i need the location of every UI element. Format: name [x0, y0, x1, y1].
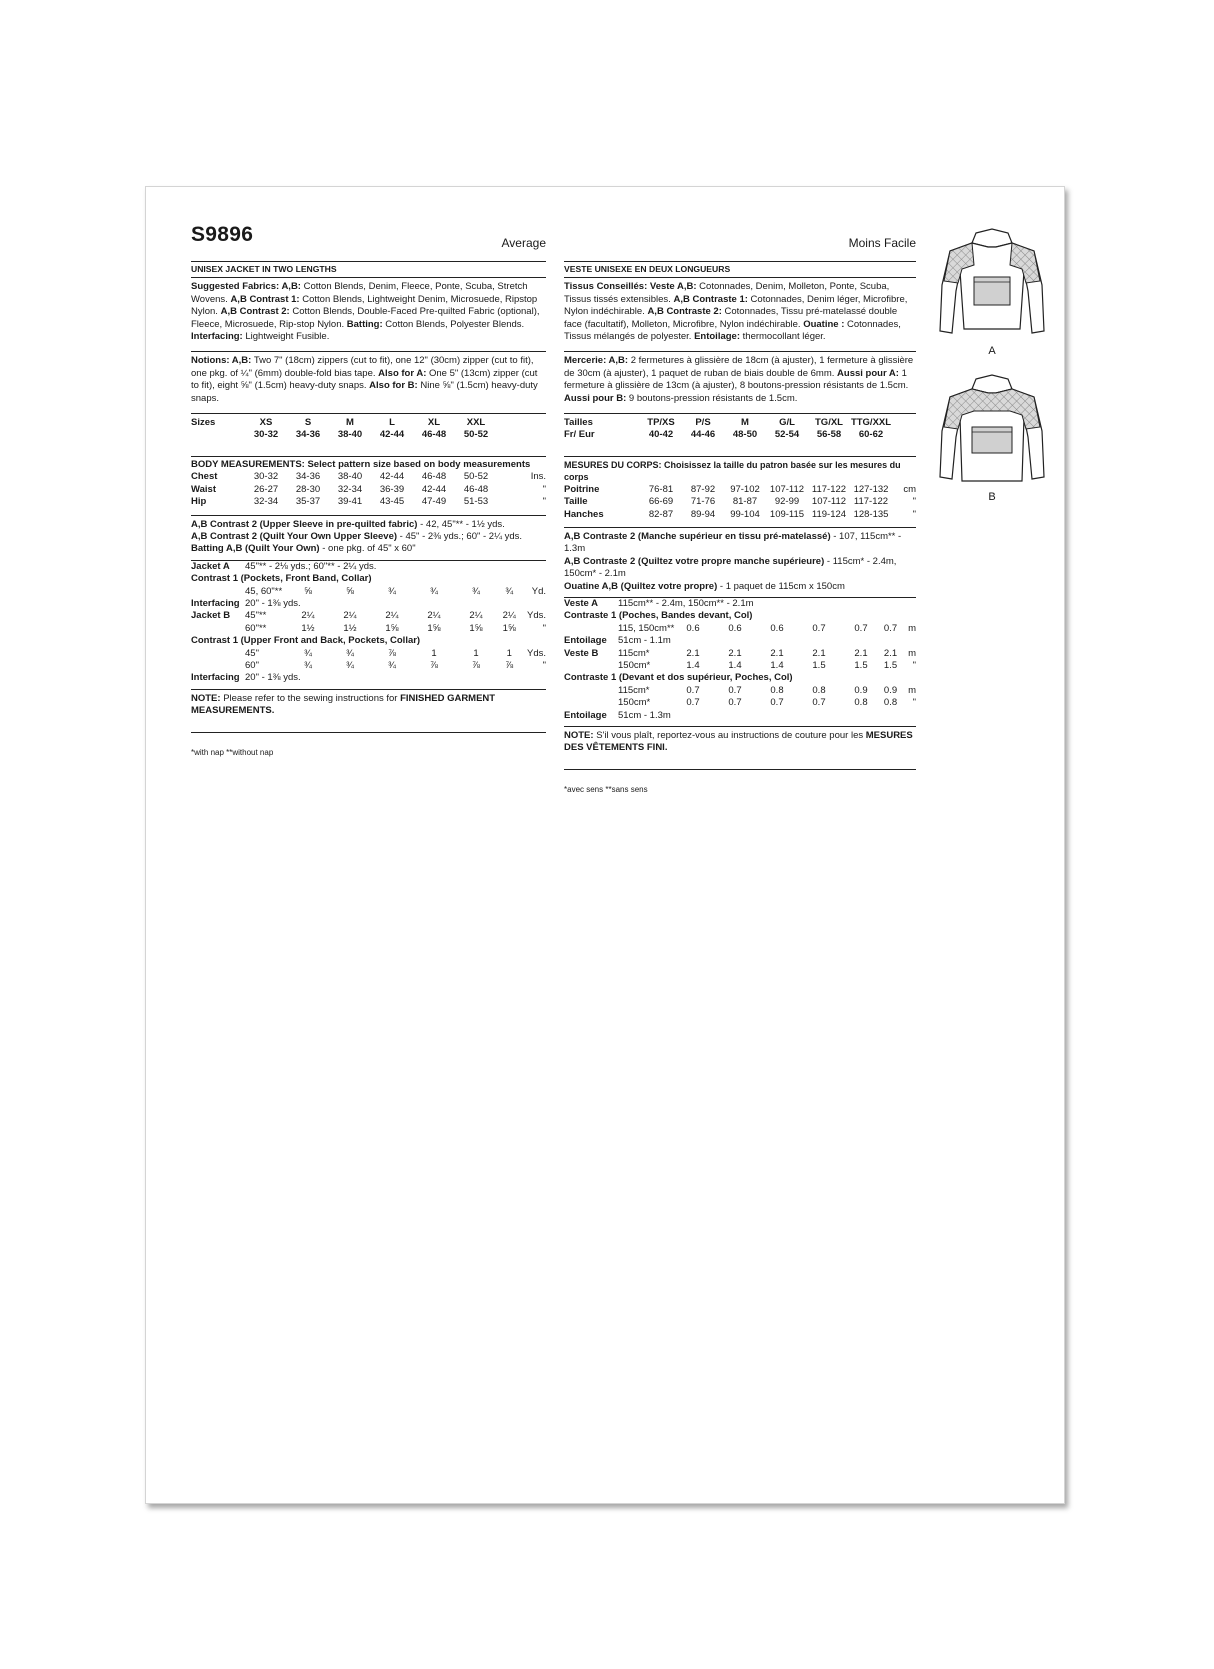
- garment-sketches: [928, 225, 1058, 517]
- suggested-fabrics-fr: Tissus Conseillés: Veste A,B: Cotonnades, Denim, Molleton, Ponte, Scuba, Tissus tissés extensibles. A,B Contraste 1: Cotonnades, Denim léger, Microfibre, Nylon indéchirable. A,B Contraste 2: Cotonnades, Tissu pré-matelassé double face (facultatif), Molleton, Microfibre, Nylon indéchirable. Ouatine : Cotonnades, Tissus mélangés de polyester. Entoilage: thermocollant léger.: [564, 281, 908, 343]
- body-row-chest: Chest 30-32 34-36 38-40 42-44 46-48 50-52 Ins.: [191, 471, 546, 483]
- yardage-row: 60" ¾ ¾ ¾ ⅞ ⅞ ⅞ ": [245, 659, 546, 671]
- sizes-table-fr: Tailles TP/XS P/S M G/L TG/XL TTG/XXL Fr/ Eur 40-42 44-46 48-50 52-54 56-58 60-62: [564, 417, 892, 441]
- view-b-label: B: [988, 491, 996, 503]
- contrast2-heading: A,B Contrast 2:: [220, 306, 290, 318]
- yardage-row: 115, 150cm** 0.6 0.6 0.6 0.7 0.7 0.7 m: [618, 622, 916, 634]
- jacket-a-sketch: [936, 225, 1048, 343]
- body-measurements-title: BODY MEASUREMENTS: Select pattern size based on body measurements: [191, 458, 531, 470]
- also-b-text: Nine ⅝" (1.5cm) heavy-duty snaps.: [191, 380, 538, 404]
- fabrics-heading: Suggested Fabrics: A,B:: [191, 281, 301, 293]
- pattern-number: S9896: [191, 223, 254, 246]
- yardage-row: Contrast 1 (Pockets, Front Band, Collar): [191, 573, 372, 585]
- difficulty-level: Average: [501, 236, 546, 250]
- contrast1-heading: A,B Contrast 1:: [230, 293, 300, 305]
- yardage-row: Jacket B 45"** 2¼ 2¼ 2¼ 2¼ 2¼ 2¼ Yds.: [191, 610, 546, 622]
- yardage-row: 45, 60"** ⅝ ⅝ ¾ ¾ ¾ ¾ Yd.: [245, 585, 546, 597]
- jacket-b-sketch: [936, 371, 1048, 489]
- footnote-fr: *avec sens **sans sens: [564, 784, 648, 794]
- pattern-title-fr: VESTE UNISEXE EN DEUX LONGUEURS: [564, 262, 916, 278]
- body-measurements-en: [191, 457, 546, 509]
- body-row-hip: Hip 32-34 35-37 39-41 43-45 47-49 51-53 ": [191, 496, 546, 508]
- also-a-heading: Also for A:: [378, 367, 427, 379]
- contrast2-text: Cotton Blends, Double-Faced Pre-quilted Fabric (optional), Fleece, Microsuede, Rip-stop Nylon.: [191, 306, 540, 330]
- yardage-row: Contraste 1 (Devant et dos supérieur, Poches, Col): [564, 672, 793, 684]
- yardage-row: 45" ¾ ¾ ⅞ 1 1 1 Yds.: [245, 647, 546, 659]
- yardage-row: 115cm* 0.7 0.7 0.8 0.8 0.9 0.9 m: [618, 684, 916, 696]
- body-row-waist: Waist 26-27 28-30 32-34 36-39 42-44 46-48 ": [191, 483, 546, 495]
- yardage-notes-en: A,B Contrast 2 (Upper Sleeve in pre-quilted fabric) - 42, 45"** - 1½ yds. A,B Contrast 2 (Quilt Your Own Upper Sleeve) - 45" - 2⅜ yds.; 60" - 2¼ yds. Batting A,B (Quilt Your Own) - one pkg. of 45" x 60": [191, 518, 523, 555]
- yardage-notes-fr: A,B Contraste 2 (Manche supérieur en tissu pré-matelassé) - 107, 115cm** - 1.3m A,B Contraste 2 (Quiltez votre propre manche supérieure) - 115cm* - 2.4m, 150cm* - 2.1m Ouatine A,B (Quiltez votre propre) - 1 paquet de 115cm x 150cm: [564, 530, 902, 592]
- pattern-envelope-back: [145, 186, 1065, 1504]
- also-a-text: One 5" (13cm) zipper (cut to fit), eight ⅝" (1.5cm) heavy-duty snaps.: [191, 367, 538, 392]
- yardage-row: Entoilage 51cm - 1.1m: [564, 635, 671, 647]
- also-b-heading: Also for B:: [369, 380, 418, 392]
- yardage-row: Veste A 115cm** - 2.4m, 150cm** - 2.1m: [564, 597, 754, 609]
- yardage-row: 150cm* 1.4 1.4 1.4 1.5 1.5 1.5 ": [618, 659, 916, 671]
- notions-heading: Notions: A,B:: [191, 355, 252, 367]
- yardage-table-fr: [564, 597, 916, 722]
- suggested-fabrics: [191, 278, 546, 347]
- batting-text: Cotton Blends, Polyester Blends.: [385, 318, 525, 330]
- yardage-row: Interfacing 20" - 1⅜ yds.: [191, 597, 301, 609]
- difficulty-level-fr: Moins Facile: [848, 236, 916, 250]
- yardage-row: Interfacing 20" - 1⅜ yds.: [191, 672, 301, 684]
- footnote-en: *with nap **without nap: [191, 747, 274, 757]
- french-column: [564, 235, 916, 796]
- sizes-table-en: Sizes XS S M L XL XXL 30-32 34-36 38-40 42-44 46-48 50-52: [191, 417, 489, 441]
- yardage-row: Entoilage 51cm - 1.3m: [564, 709, 671, 721]
- header-en: [191, 223, 546, 262]
- yardage-row: Contrast 1 (Upper Front and Back, Pockets, Collar): [191, 635, 421, 647]
- yardage-table-en: [191, 560, 546, 685]
- contrast1-text: Cotton Blends, Lightweight Denim, Microsuede, Ripstop Nylon.: [191, 293, 538, 318]
- yardage-row: 60"** 1½ 1½ 1⅝ 1⅝ 1⅝ 1⅝ ": [245, 622, 546, 634]
- fabrics-text: Cotton Blends, Denim, Fleece, Ponte, Scuba, Stretch Wovens.: [191, 281, 528, 305]
- interfacing-heading: Interfacing:: [191, 331, 243, 343]
- interfacing-text: Lightweight Fusible.: [245, 331, 330, 343]
- note-fr: NOTE: S'il vous plaît, reportez-vous au instructions de couture pour les MESURES DES VÊTEMENTS FINI.: [564, 730, 913, 754]
- yardage-row: 150cm* 0.7 0.7 0.7 0.7 0.8 0.8 ": [618, 697, 916, 709]
- batting-heading: Batting:: [346, 318, 383, 330]
- yardage-row: Veste B 115cm* 2.1 2.1 2.1 2.1 2.1 2.1 m: [564, 647, 916, 659]
- body-measurements-fr: MESURES DU CORPS: Choisissez la taille du patron basée sur les mesures du corps Poitrine 76-81 87-92 97-102 107-112 117-122 127-132 cm Taille 66-69 71-76 81-87 92-99 107-112 117-122 " Hanches 82-87 89-94 99-104 109-115 119-124 128-135 ": [564, 459, 916, 520]
- sizes-label: Sizes: [191, 417, 216, 429]
- yardage-row: Jacket A 45"** - 2⅛ yds.; 60"** - 2¼ yds.: [191, 560, 377, 572]
- english-column: [191, 223, 546, 759]
- notions: [191, 352, 546, 409]
- pattern-title: UNISEX JACKET IN TWO LENGTHS: [191, 262, 546, 278]
- notions-text: Two 7" (18cm) zippers (cut to fit), one 12" (30cm) zipper (cut to fit), one pkg. of ¼" (6mm) double-fold bias tape.: [191, 355, 534, 379]
- notions-fr: Mercerie: A,B: 2 fermetures à glissière de 18cm (à ajuster), 1 fermeture à glissière de 30cm (à ajuster), 1 paquet de ruban de biais double de 6mm. Aussi pour A: 1 fermeture à glissière de 13cm (à ajuster), 8 boutons-pression résistants de 1.5cm. Aussi pour B: 9 boutons-pression résistants de 1.5cm.: [564, 355, 914, 404]
- view-a-label: A: [988, 345, 996, 357]
- note-en: NOTE: Please refer to the sewing instructions for FINISHED GARMENT MEASUREMENTS.: [191, 692, 496, 717]
- yardage-row: Contraste 1 (Poches, Bandes devant, Col): [564, 610, 753, 622]
- header-fr: [564, 235, 916, 262]
